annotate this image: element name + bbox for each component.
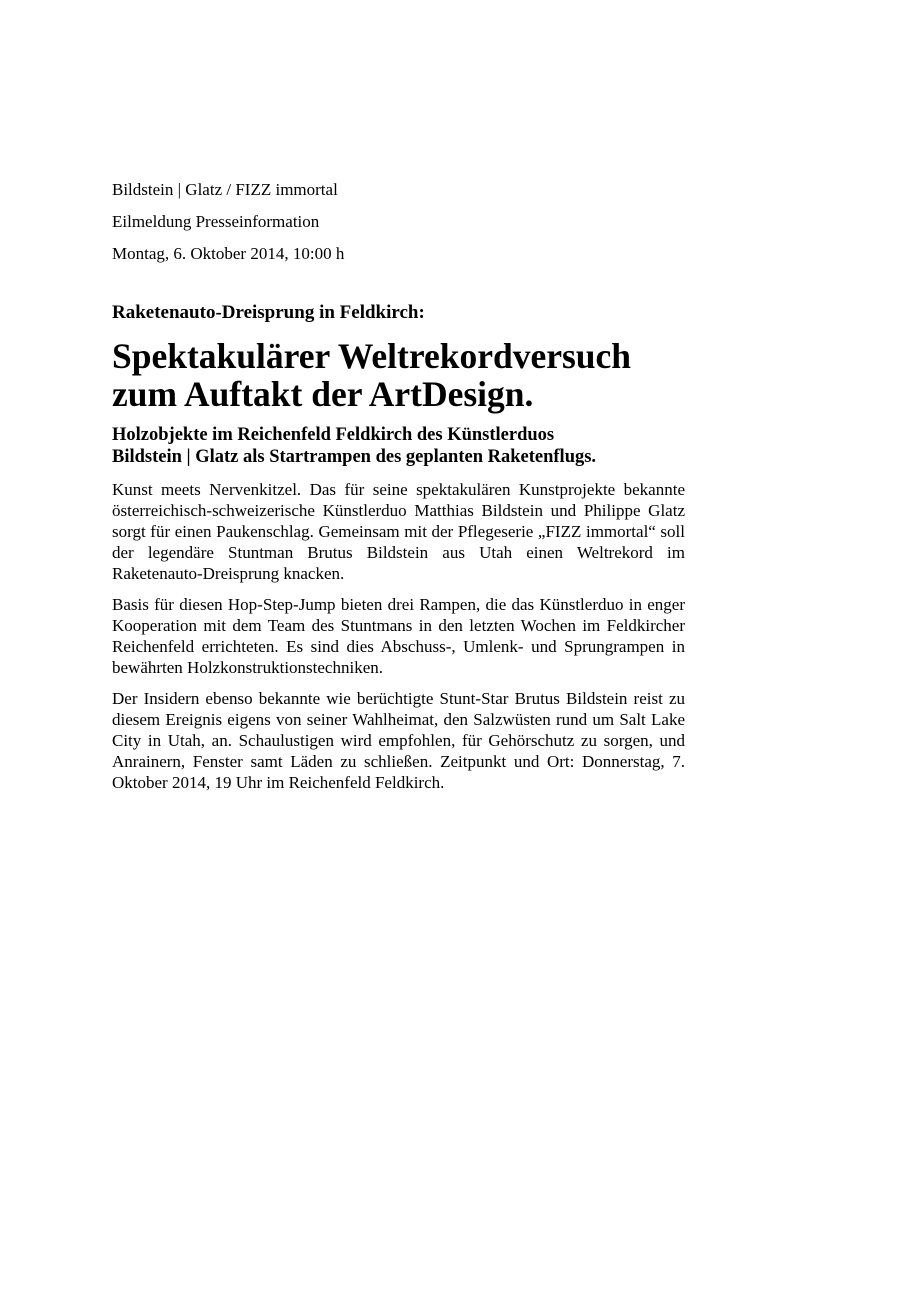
body-paragraph: Der Insidern ebenso bekannte wie berüchtigte Stunt-Star Brutus Bildstein reist zu diesem Ereignis eigens von seiner Wahlheimat, den Salzwüsten rund um Salt Lake City in Utah, an. Schaulustigen wird empfohlen, für Gehörschutz zu sorgen, und Anrainern, Fenster samt Läden zu schließen. Zeitpunkt und Ort: Donnerstag, 7. Oktober 2014, 19 Uhr im Reichenfeld Feldkirch. xyxy=(112,689,685,792)
body-paragraph: Kunst meets Nervenkitzel. Das für seine spektakulären Kunstprojekte bekannte österreichisch-schweizerische Künstlerduo Matthias Bildstein und Philippe Glatz sorgt für einen Paukenschlag. Gemeinsam mit der Pflegeserie „FIZZ immortal“ soll der legendäre Stuntman Brutus Bildstein aus Utah einen Weltrekord im Raketenauto-Dreisprung knacken. xyxy=(112,480,685,583)
date-line: Montag, 6. Oktober 2014, 10:00 h xyxy=(112,244,345,263)
kicker: Raketenauto-Dreisprung in Feldkirch: xyxy=(112,302,425,323)
headline xyxy=(112,337,685,413)
artist-line: Bildstein | Glatz / FIZZ immortal xyxy=(112,180,338,199)
body-paragraph: Basis für diesen Hop-Step-Jump bieten drei Rampen, die das Künstlerduo in enger Kooperation mit dem Team des Stuntmans in den letzten Wochen im Feldkircher Reichenfeld errichteten. Es sind dies Abschuss-, Umlenk- und Sprungrampen in bewährten Holzkonstruktionstechniken. xyxy=(112,595,685,677)
subheadline-line-2: Bildstein | Glatz als Startrampen des geplanten Raketenflugs. xyxy=(112,447,597,467)
subheadline xyxy=(112,424,685,468)
headline-line-2: zum Auftakt der ArtDesign. xyxy=(112,374,534,414)
headline-line-1: Spektakulärer Weltrekordversuch xyxy=(112,336,632,376)
article xyxy=(112,301,685,803)
subheadline-line-1: Holzobjekte im Reichenfeld Feldkirch des Künstlerduos xyxy=(112,425,555,445)
release-type-line: Eilmeldung Presseinformation xyxy=(112,212,320,231)
press-header xyxy=(112,180,712,276)
